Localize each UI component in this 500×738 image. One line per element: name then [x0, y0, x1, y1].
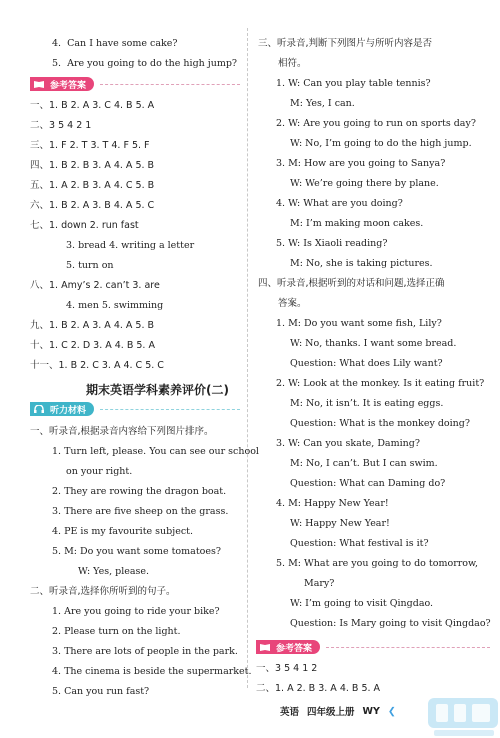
list-item: 4. The cinema is beside the supermarket.: [52, 666, 252, 677]
book-icon: [260, 643, 270, 651]
list-item: 2. W: Look at the monkey. Is it eating fruit?: [276, 378, 485, 389]
chevron-left-icon: ❮: [387, 705, 396, 717]
list-item: Mary?: [304, 578, 335, 589]
section-title: 期末英语学科素养评价(二): [86, 383, 229, 397]
list-item: 2. Please turn on the light.: [52, 626, 181, 637]
list-item: Question: Is Mary going to visit Qingdao?: [290, 618, 491, 629]
answer-line: 二、3 5 4 2 1: [30, 120, 92, 131]
list-item: M: No, it isn’t. It is eating eggs.: [290, 398, 444, 409]
question-heading: 答案。: [278, 298, 307, 309]
question-heading: 二、听录音,选择你所听到的句子。: [30, 586, 176, 597]
list-item: W: Happy New Year!: [290, 518, 390, 529]
question-heading: 四、听录音,根据听到的对话和问题,选择正确: [258, 278, 445, 289]
list-item: W: I’m going to visit Qingdao.: [290, 598, 434, 609]
list-item: 4. Can I have some cake?: [52, 38, 178, 49]
question-heading: 三、听录音,判断下列图片与所听内容是否: [258, 38, 433, 49]
headphones-icon: [34, 405, 44, 413]
answer-line: 5. turn on: [66, 260, 114, 271]
answer-line: 四、1. B 2. B 3. A 4. A 5. B: [30, 160, 155, 171]
list-item: M: No, she is taking pictures.: [290, 258, 433, 269]
list-item: 5. M: Do you want some tomatoes?: [52, 546, 221, 557]
list-item: 1. Turn left, please. You can see our school: [52, 446, 259, 457]
list-item: 5. M: What are you going to do tomorrow,: [276, 558, 479, 569]
list-item: W: No, thanks. I want some bread.: [290, 338, 457, 349]
list-item: Question: What is the monkey doing?: [290, 418, 470, 429]
list-item: M: I’m making moon cakes.: [290, 218, 424, 229]
footer-grade: 四年级上册: [307, 707, 355, 718]
footer-edition: WY: [362, 705, 380, 717]
list-item: W: We’re going there by plane.: [290, 178, 439, 189]
page-footer: [280, 704, 396, 718]
list-item: 1. M: Do you want some fish, Lily?: [276, 318, 442, 329]
list-item: 3. There are lots of people in the park.: [52, 646, 238, 657]
list-item: Question: What can Daming do?: [290, 478, 446, 489]
answer-line: 九、1. B 2. A 3. A 4. A 5. B: [30, 320, 155, 331]
question-heading: 相符。: [278, 58, 307, 69]
answers-label: 参考答案: [256, 640, 320, 654]
list-item: Question: What festival is it?: [290, 538, 429, 549]
list-item: 1. W: Can you play table tennis?: [276, 78, 431, 89]
answer-line: 八、1. Amy’s 2. can’t 3. are: [30, 280, 160, 291]
answer-line: 六、1. B 2. A 3. B 4. A 5. C: [30, 200, 155, 211]
list-item: 4. W: What are you doing?: [276, 198, 403, 209]
list-item: 5. W: Is Xiaoli reading?: [276, 238, 388, 249]
footer-subject: 英语: [280, 707, 300, 718]
book-icon: [34, 80, 44, 88]
list-item: 2. They are rowing the dragon boat.: [52, 486, 227, 497]
list-item: 3. There are five sheep on the grass.: [52, 506, 229, 517]
question-heading: 一、听录音,根据录音内容给下列图片排序。: [30, 426, 214, 437]
list-item: M: Yes, I can.: [290, 98, 355, 109]
label-rule: [100, 84, 240, 85]
list-item: Question: What does Lily want?: [290, 358, 443, 369]
answer-line: 十、1. C 2. D 3. A 4. B 5. A: [30, 340, 155, 351]
answer-line: 五、1. A 2. B 3. A 4. C 5. B: [30, 180, 155, 191]
label-rule: [326, 647, 490, 648]
list-item: 1. Are you going to ride your bike?: [52, 606, 220, 617]
list-item: 4. M: Happy New Year!: [276, 498, 389, 509]
answer-line: 十一、1. B 2. C 3. A 4. C 5. C: [30, 360, 164, 371]
answer-line: 二、1. A 2. B 3. A 4. B 5. A: [256, 683, 381, 694]
list-item: 5. Can you run fast?: [52, 686, 150, 697]
answer-line: 七、1. down 2. run fast: [30, 220, 139, 231]
list-item: 3. W: Can you skate, Daming?: [276, 438, 420, 449]
list-item: W: No, I’m going to do the high jump.: [290, 138, 472, 149]
answer-line: 三、1. F 2. T 3. T 4. F 5. F: [30, 140, 150, 151]
column-divider: [247, 28, 248, 688]
answer-line: 3. bread 4. writing a letter: [66, 240, 195, 251]
list-item: W: Yes, please.: [78, 566, 150, 577]
list-item: 4. PE is my favourite subject.: [52, 526, 193, 537]
answer-line: 4. men 5. swimming: [66, 300, 164, 311]
answer-line: 一、1. B 2. A 3. C 4. B 5. A: [30, 100, 155, 111]
list-item: 3. M: How are you going to Sanya?: [276, 158, 446, 169]
list-item: 5. Are you going to do the high jump?: [52, 58, 238, 69]
answer-line: 一、3 5 4 1 2: [256, 663, 318, 674]
list-item: on your right.: [66, 466, 133, 477]
list-item: M: No, I can’t. But I can swim.: [290, 458, 438, 469]
answers-label: 参考答案: [30, 77, 94, 91]
audio-label: 听力材料: [30, 402, 94, 416]
watermark-logo-icon: [426, 692, 500, 738]
list-item: 2. W: Are you going to run on sports day?: [276, 118, 476, 129]
label-rule: [100, 409, 240, 410]
